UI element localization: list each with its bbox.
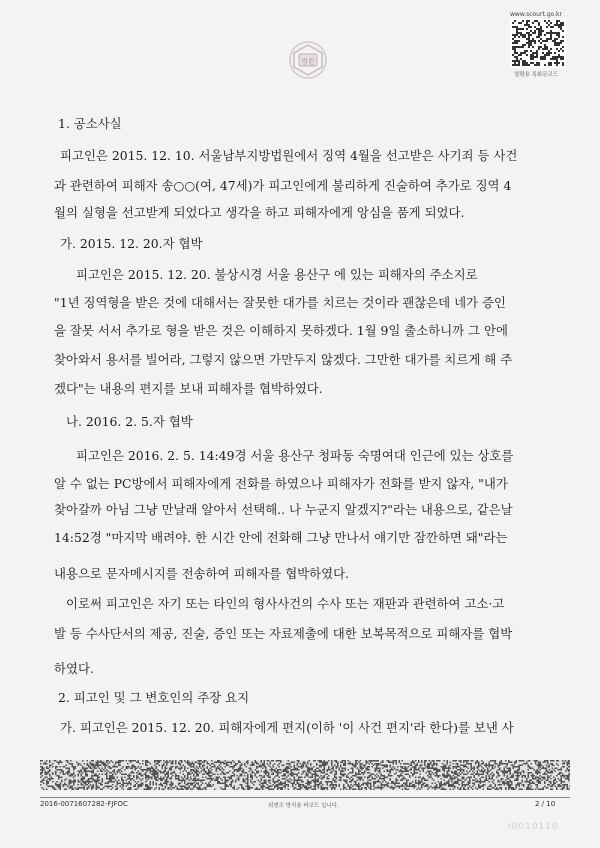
anti-forgery-barcode-icon <box>40 760 570 790</box>
qr-caption: 열람용 특화문코드 <box>514 72 559 78</box>
text-line: "1년 징역형을 받은 것에 대해서는 잘못한 대가를 치르는 것이라 괜찮은데 네가 증인 <box>54 295 506 310</box>
text-line: 겠다"는 내용의 편지를 보내 피해자를 협박하였다. <box>54 381 323 396</box>
barcode-note: 위변조 방지용 바코드 입니다. <box>268 803 339 809</box>
text-line: 하였다. <box>54 661 94 676</box>
document-id: 2016-0071607282-FJFOC <box>40 800 128 808</box>
text-line: 을 잘못 서서 추가로 형을 받은 것은 이해하지 못하겠다. 1월 9일 출소하니까 그 안에 <box>54 323 508 338</box>
section-heading: 1. 공소사실 <box>58 116 122 131</box>
qr-code-icon <box>510 18 566 68</box>
text-line: 피고인은 2016. 2. 5. 14:49경 서울 용산구 청파동 숙명여대 인근에 있는 상호를 <box>76 448 514 463</box>
text-line: 이로써 피고인은 자기 또는 타인의 형사사건의 수사 또는 재판과 관련하여 고소·고 <box>66 596 505 611</box>
text-line: 찾아와서 용서를 빌어라, 그렇지 않으면 가만두지 않겠다. 그만한 대가를 치르게 해 주 <box>54 352 513 367</box>
text-line: 월의 실형을 선고받게 되었다고 생각을 하고 피해자에게 앙심을 품게 되었다. <box>54 205 465 220</box>
page-number: 2 / 10 <box>535 800 556 808</box>
text-line: 가. 피고인은 2015. 12. 20. 피해자에게 편지(이하 '이 사건 편지'라 한다)를 보낸 사 <box>60 720 514 735</box>
section-heading: 2. 피고인 및 그 변호인의 주장 요지 <box>58 690 250 705</box>
text-line: 과 관련하여 피해자 송○○(여, 47세)가 피고인에게 불리하게 진술하여 추가로 징역 4 <box>54 178 512 193</box>
subsection-heading: 나. 2016. 2. 5.자 협박 <box>66 414 193 429</box>
watermark: I0010110 <box>508 822 559 832</box>
text-line: 찾아갈까 아님 그냥 만날래 알아서 선택해.. 나 누군지 알겠지?"라는 내용으로, 같은날 <box>54 502 513 517</box>
text-line: 발 등 수사단서의 제공, 진술, 증인 또는 자료제출에 대한 보복목적으로 피해자를 협박 <box>54 626 513 641</box>
footer-divider <box>40 797 570 798</box>
seal-text: 법원 <box>301 57 315 66</box>
text-line: 피고인은 2015. 12. 10. 서울남부지방법원에서 징역 4월을 선고받은 사기죄 등 사건 <box>60 148 518 163</box>
text-line: 피고인은 2015. 12. 20. 불상시경 서울 용산구 에 있는 피해자의 주소지로 <box>76 267 478 282</box>
text-line: 알 수 없는 PC방에서 피해자에게 전화를 하였으나 피해자가 전화를 받지 않자, "내가 <box>54 476 508 491</box>
site-url: www.scourt.go.kr <box>510 11 562 18</box>
text-line: 내용으로 문자메시지를 전송하여 피해자를 협박하였다. <box>54 566 349 581</box>
text-line: 14:52경 "마지막 배려야. 한 시간 안에 전화해 그냥 만나서 얘기만 잠깐하면 돼"라는 <box>54 530 508 545</box>
court-seal-icon <box>288 40 328 80</box>
subsection-heading: 가. 2015. 12. 20.자 협박 <box>60 236 203 251</box>
